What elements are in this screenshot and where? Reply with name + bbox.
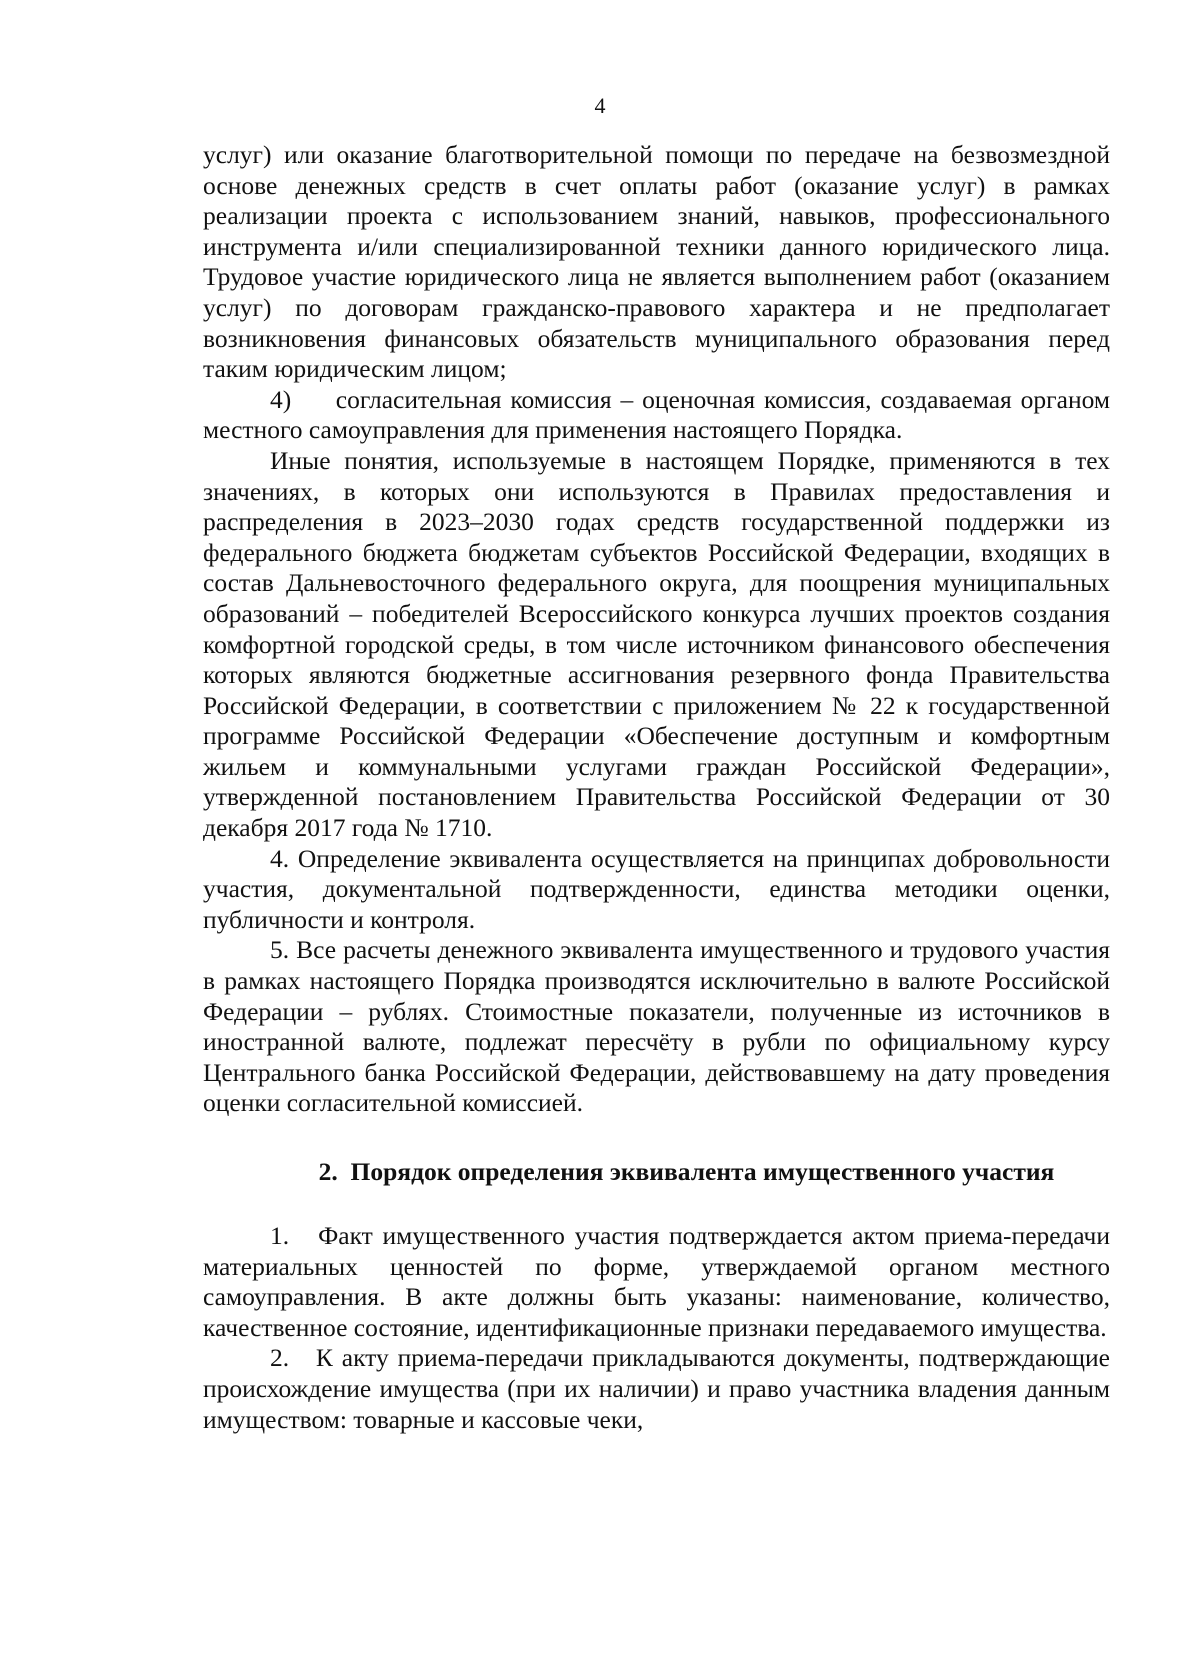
paragraph-other-concepts: Иные понятия, используемые в настоящем Порядке, применяются в тех значениях, в которых они используются в Правилах предоставления и распределения в 2023–2030 годах средств государственной поддержки из федерального бюджета бюджетам субъектов Российской Федерации, входящих в состав Дальневосточного федерального округа, для поощрения муниципальных образований – победителей Всероссийского конкурса лучших проектов создания комфортной городской среды, в том числе источником финансового обеспечения которых являются бюджетные ассигнования резервного фонда Правительства Российской Федерации, в соответствии с приложением № 22 к государственной программе Российской Федерации «Обеспечение доступным и комфортным жильем и коммунальными услугами граждан Российской Федерации», утвержденной постановлением Правительства Российской Федерации от 30 декабря 2017 года № 1710. [203,445,1110,843]
page-number: 4 [594,93,606,118]
paragraph-currency: 5. Все расчеты денежного эквивалента имущественного и трудового участия в рамках настоящего Порядка производятся исключительно в валюте Российской Федерации – рублях. Стоимостные показатели, полученные из источников в иностранной валюте, подлежат пересчёту в рубли по официальному курсу Центрального банка Российской Федерации, действовавшему на дату проведения оценки согласительной комиссией. [203,935,1110,1118]
paragraph-conciliation-commission: 4) согласительная комиссия – оценочная комиссия, создаваемая органом местного самоуправления для применения настоящего Порядка. [203,384,1110,445]
paragraph-legal-entity-labor: услуг) или оказание благотворительной помощи по передаче на безвозмездной основе денежных средств в счет оплаты работ (оказание услуг) в рамках реализации проекта с использованием знаний, навыков, профессионального инструмента и/или специализированной техники данного юридического лица. Трудовое участие юридического лица не является выполнением работ (оказанием услуг) по договорам гражданско-правового характера и не предполагает возникновения финансовых обязательств муниципального образования перед таким юридическим лицом; [203,140,1110,384]
section-heading: 2. Порядок определения эквивалента имущественного участия [318,1157,1055,1186]
paragraph-principles: 4. Определение эквивалента осуществляется на принципах добровольности участия, документальной подтвержденности, единства методики оценки, публичности и контроля. [203,843,1110,934]
paragraph-property-act: 1. Факт имущественного участия подтверждается актом приема-передачи материальных ценностей по форме, утверждаемой органом местного самоуправления. В акте должны быть указаны: наименование, количество, качественное состояние, идентификационные признаки передаваемого имущества. [203,1221,1110,1342]
paragraph-attached-documents: 2. К акту приема-передачи прикладываются документы, подтверждающие происхождение имущества (при их наличии) и право участника владения данным имуществом: товарные и кассовые чеки, [203,1343,1110,1434]
document-body [203,140,1110,1435]
